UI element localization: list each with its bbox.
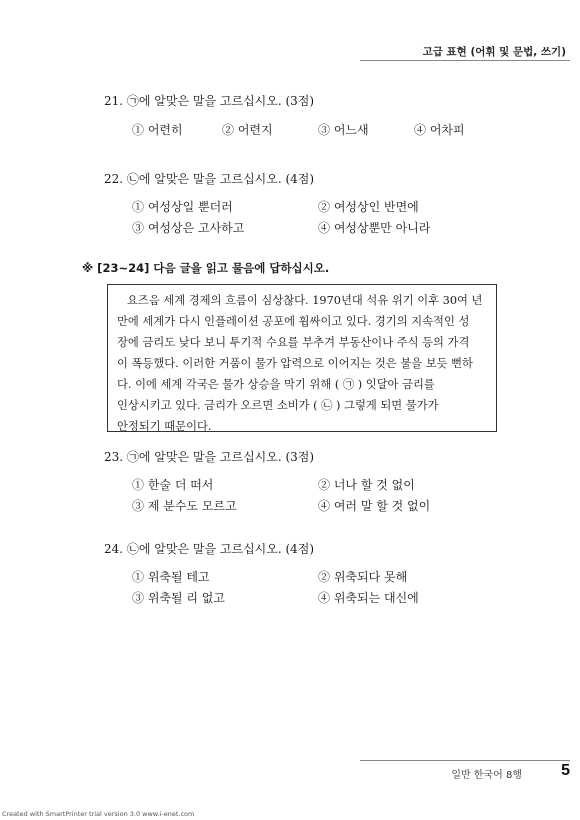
question-22: 22. ㉡에 알맞은 말을 고르십시오. (4점) (104, 172, 315, 186)
q21-option-2: ② 어련지 (222, 123, 273, 137)
q23-option-2: ② 너나 할 것 없이 (318, 478, 415, 492)
q24-option-2: ② 위축되다 못해 (318, 570, 408, 584)
section-title: 고급 표현 (어휘 및 문법, 쓰기) (422, 46, 566, 58)
footer-book-title: 일반 한국어 8행 (451, 770, 522, 781)
q21-option-1: ① 어련히 (132, 123, 183, 137)
question-23: 23. ㉠에 알맞은 말을 고르십시오. (3점) (104, 450, 315, 464)
q24-option-3: ③ 위축될 리 없고 (132, 591, 225, 605)
reading-passage (107, 284, 497, 432)
q21-option-4: ④ 어차피 (414, 123, 465, 137)
passage-line: 인상시키고 있다. 금리가 오르면 소비가 ( ㉡ ) 그렇게 되면 물가가 (117, 399, 439, 412)
question-24: 24. ㉡에 알맞은 말을 고르십시오. (4점) (104, 542, 315, 556)
q23-option-1: ① 한술 더 떠서 (132, 478, 214, 492)
instruction-23-24: ※ [23~24] 다음 글을 읽고 물음에 답하십시오. (82, 261, 330, 275)
passage-line: 이 폭등했다. 이러한 거품이 물가 압력으로 이어지는 것은 불을 보듯 뻔하 (117, 357, 473, 370)
q22-option-2: ② 여성상인 반면에 (318, 200, 419, 214)
footer-divider (360, 760, 570, 761)
passage-line: 만에 세계가 다시 인플레이션 공포에 휩싸이고 있다. 경기의 지속적인 성 (117, 315, 470, 328)
passage-line: 다. 이에 세계 각국은 물가 상승을 막기 위해 ( ㉠ ) 잇달아 금리를 (117, 378, 435, 391)
q22-option-1: ① 여성상일 뿐더러 (132, 200, 233, 214)
q23-option-4: ④ 여러 말 할 것 없이 (318, 499, 431, 513)
passage-line: 장에 금리도 낮다 보니 투기적 수요를 부추겨 부동산이나 주식 등의 가격 (117, 336, 470, 349)
q23-option-3: ③ 제 분수도 모르고 (132, 499, 237, 513)
q22-option-3: ③ 여성상은 고사하고 (132, 221, 245, 235)
passage-line: 안정되기 때문이다. (117, 420, 212, 433)
q24-option-1: ① 위축될 테고 (132, 570, 210, 584)
q22-option-4: ④ 여성상뿐만 아니라 (318, 221, 431, 235)
passage-line: 요즈음 세계 경제의 흐름이 심상찮다. 1970년대 석유 위기 이후 30여 년 (127, 294, 483, 307)
q21-option-3: ③ 어느새 (318, 123, 369, 137)
q24-option-4: ④ 위축되는 대신에 (318, 591, 419, 605)
header-divider (360, 60, 570, 61)
page-number: 5 (561, 762, 570, 779)
question-21: 21. ㉠에 알맞은 말을 고르십시오. (3점) (104, 94, 315, 108)
printer-credit: Created with SmartPrinter trial version 3.0 www.i-enet.com (2, 810, 195, 818)
